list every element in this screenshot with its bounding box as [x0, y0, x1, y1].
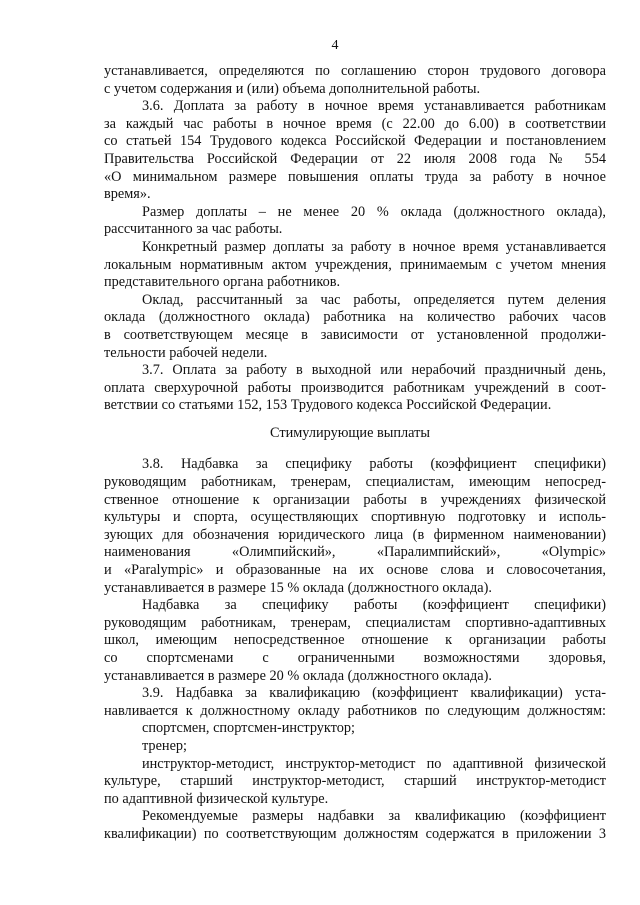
text-line: спортсмен, спортсмен-инструктор; — [142, 720, 356, 737]
text-line: время». — [104, 186, 151, 203]
text-line: ветствии со статьями 152, 153 Трудового кодекса Российской Федерации. — [104, 397, 552, 414]
text-line: Надбавка за специфику работы (коэффициент специфики) — [142, 597, 606, 614]
text-line: зующих для обозначения юридического лица (в фирменном наименовании) — [104, 526, 606, 543]
text-line: «О минимальном размере повышения оплаты труда за работу в ночное — [104, 168, 606, 185]
text-line: 3.8. Надбавка за специфику работы (коэффициент специфики) — [142, 456, 606, 473]
text-line: в соответствующем месяце в зависимости от установленной продолжи- — [104, 326, 606, 343]
text-line: культуре, старший инструктор-методист, старший инструктор-методист — [104, 773, 606, 790]
text-line: Правительства Российской Федерации от 22 июля 2008 года № 554 — [104, 150, 606, 167]
text-block-payments — [104, 63, 606, 415]
text-line: со статьей 154 Трудового кодекса Российской Федерации и постановлением — [104, 133, 606, 150]
text-line: устанавливается, определяются по соглашению сторон трудового договора — [104, 63, 606, 79]
text-block-incentive-payments — [104, 456, 606, 843]
text-line: устанавливается в размере 15 % оклада (должностного оклада). — [104, 579, 492, 596]
text-line: Размер доплаты – не менее 20 % оклада (должностного оклада), — [142, 203, 606, 220]
text-line: по адаптивной физической культуре. — [104, 790, 329, 807]
text-line: оплата сверхурочной работы производится работникам учреждений в соот- — [104, 379, 606, 396]
text-line: тренер; — [142, 737, 188, 754]
text-line: культуры и спорта, осуществляющих спортивную подготовку и исполь- — [104, 509, 606, 526]
text-line: инструктор-методист, инструктор-методист по адаптивной физической — [142, 755, 606, 772]
text-line: 3.7. Оплата за работу в выходной или нерабочий праздничный день, — [142, 362, 606, 379]
text-line: руководящим работникам, тренерам, специалистам, имеющим непосред- — [104, 474, 606, 491]
text-line: устанавливается в размере 20 % оклада (должностного оклада). — [104, 667, 492, 684]
text-line: квалификации) по соответствующим должностям содержатся в приложении 3 — [104, 825, 606, 842]
text-line: тельности рабочей недели. — [104, 344, 268, 361]
text-line: с учетом содержания и (или) объема дополнительной работы. — [104, 80, 481, 97]
text-line: ственное отношение к организации работы в учреждениях физической — [104, 491, 606, 508]
text-line: 3.9. Надбавка за квалификацию (коэффициент квалификации) уста- — [142, 685, 606, 702]
text-line: рассчитанного за час работы. — [104, 221, 283, 238]
text-line: 3.6. Доплата за работу в ночное время устанавливается работникам — [142, 98, 606, 115]
text-line: школ, имеющим непосредственное отношение к организации работы — [104, 632, 606, 649]
text-line: руководящим работникам, тренерам, специалистам спортивно-адаптивных — [104, 614, 606, 631]
text-line: оклада (должностного оклада) работника на количество рабочих часов — [104, 309, 606, 326]
text-line: представительного органа работников. — [104, 274, 341, 291]
page-number: 4 — [331, 38, 339, 53]
section-heading: Стимулирующие выплаты — [270, 424, 430, 441]
text-line: локальным нормативным актом учреждения, принимаемым с учетом мнения — [104, 256, 606, 273]
text-line: со спортсменами с ограниченными возможностями здоровья, — [104, 650, 606, 666]
text-line: навливается к должностному окладу работников по следующим должностям: — [104, 702, 606, 719]
text-line: Оклад, рассчитанный за час работы, определяется путем деления — [142, 291, 606, 308]
text-line: наименования «Олимпийский», «Паралимпийский», «Olympic» — [104, 544, 606, 561]
text-line: и «Paralympic» и образованные на их основе слова и словосочетания, — [104, 562, 606, 579]
text-line: Рекомендуемые размеры надбавки за квалификацию (коэффициент — [142, 808, 606, 825]
text-line: за каждый час работы в ночное время (с 22.00 до 6.00) в соответствии — [104, 115, 606, 132]
text-line: Конкретный размер доплаты за работу в ночное время устанавливается — [142, 238, 606, 255]
